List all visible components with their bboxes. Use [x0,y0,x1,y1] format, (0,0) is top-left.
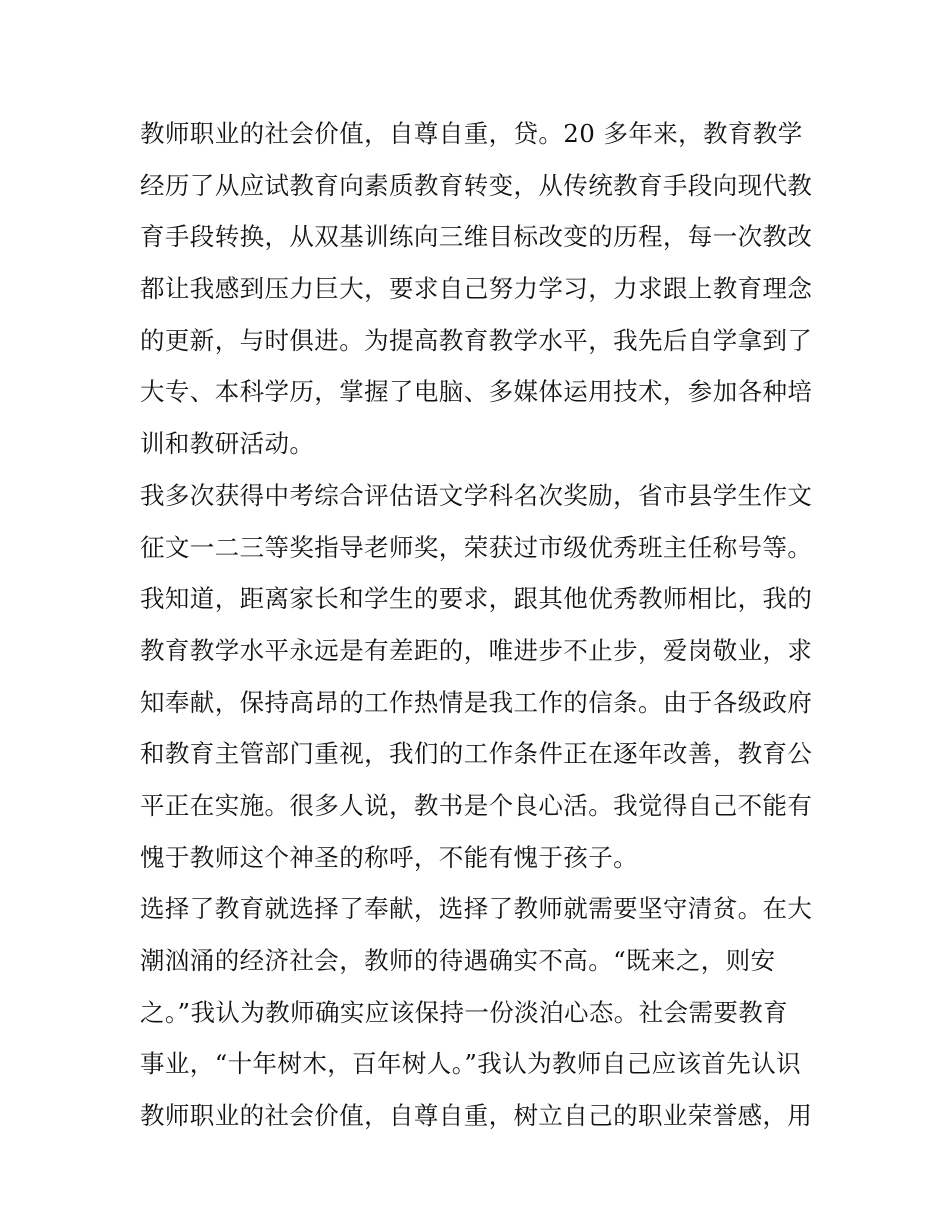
text-line-9: 征文一二三等奖指导老师奖，荣获过市级优秀班主任称号等。 [140,532,813,562]
text-line-2: 经历了从应试教育向素质教育转变，从传统教育手段向现代教 [140,170,813,200]
body-text [140,108,820,1142]
text-line-8: 我多次获得中考综合评估语文学科名次奖励，省市县学生作文 [140,480,813,510]
text-line-12: 知奉献，保持高昂的工作热情是我工作的信条。由于各级政府 [140,687,813,717]
text-line-20: 教师职业的社会价值，自尊自重，树立自己的职业荣誉感，用 [140,1101,813,1131]
text-line-19: 事业，“十年树木，百年树人。”我认为教师自己应该首先认识 [140,1049,801,1079]
text-line-10: 我知道，距离家长和学生的要求，跟其他优秀教师相比，我的 [140,584,813,614]
text-line-13: 和教育主管部门重视，我们的工作条件正在逐年改善，教育公 [140,739,813,769]
text-line-7: 训和教研活动。 [140,429,315,459]
text-line-3: 育手段转换，从双基训练向三维目标改变的历程，每一次教改 [140,222,813,252]
text-line-6: 大专、本科学历，掌握了电脑、多媒体运用技术，参加各种培 [140,377,813,407]
text-line-14: 平正在实施。很多人说，教书是个良心活。我觉得自己不能有 [140,790,813,820]
text-line-11: 教育教学水平永远是有差距的，唯进步不止步，爱岗敬业，求 [140,635,813,665]
text-line-5: 的更新，与时俱进。为提高教育教学水平，我先后自学拿到了 [140,325,813,355]
text-line-15: 愧于教师这个神圣的称呼，不能有愧于孩子。 [140,842,638,872]
text-line-18: 之。”我认为教师确实应该保持一份淡泊心态。社会需要教育 [140,997,789,1027]
text-line-1: 教师职业的社会价值，自尊自重，贷。20 多年来，教育教学 [140,119,803,148]
text-line-17: 潮汹涌的经济社会，教师的待遇确实不高。“既来之，则安 [140,946,776,975]
text-line-16: 选择了教育就选择了奉献，选择了教师就需要坚守清贫。在大 [140,894,813,924]
text-line-4: 都让我感到压力巨大，要求自己努力学习，力求跟上教育理念 [140,274,813,304]
